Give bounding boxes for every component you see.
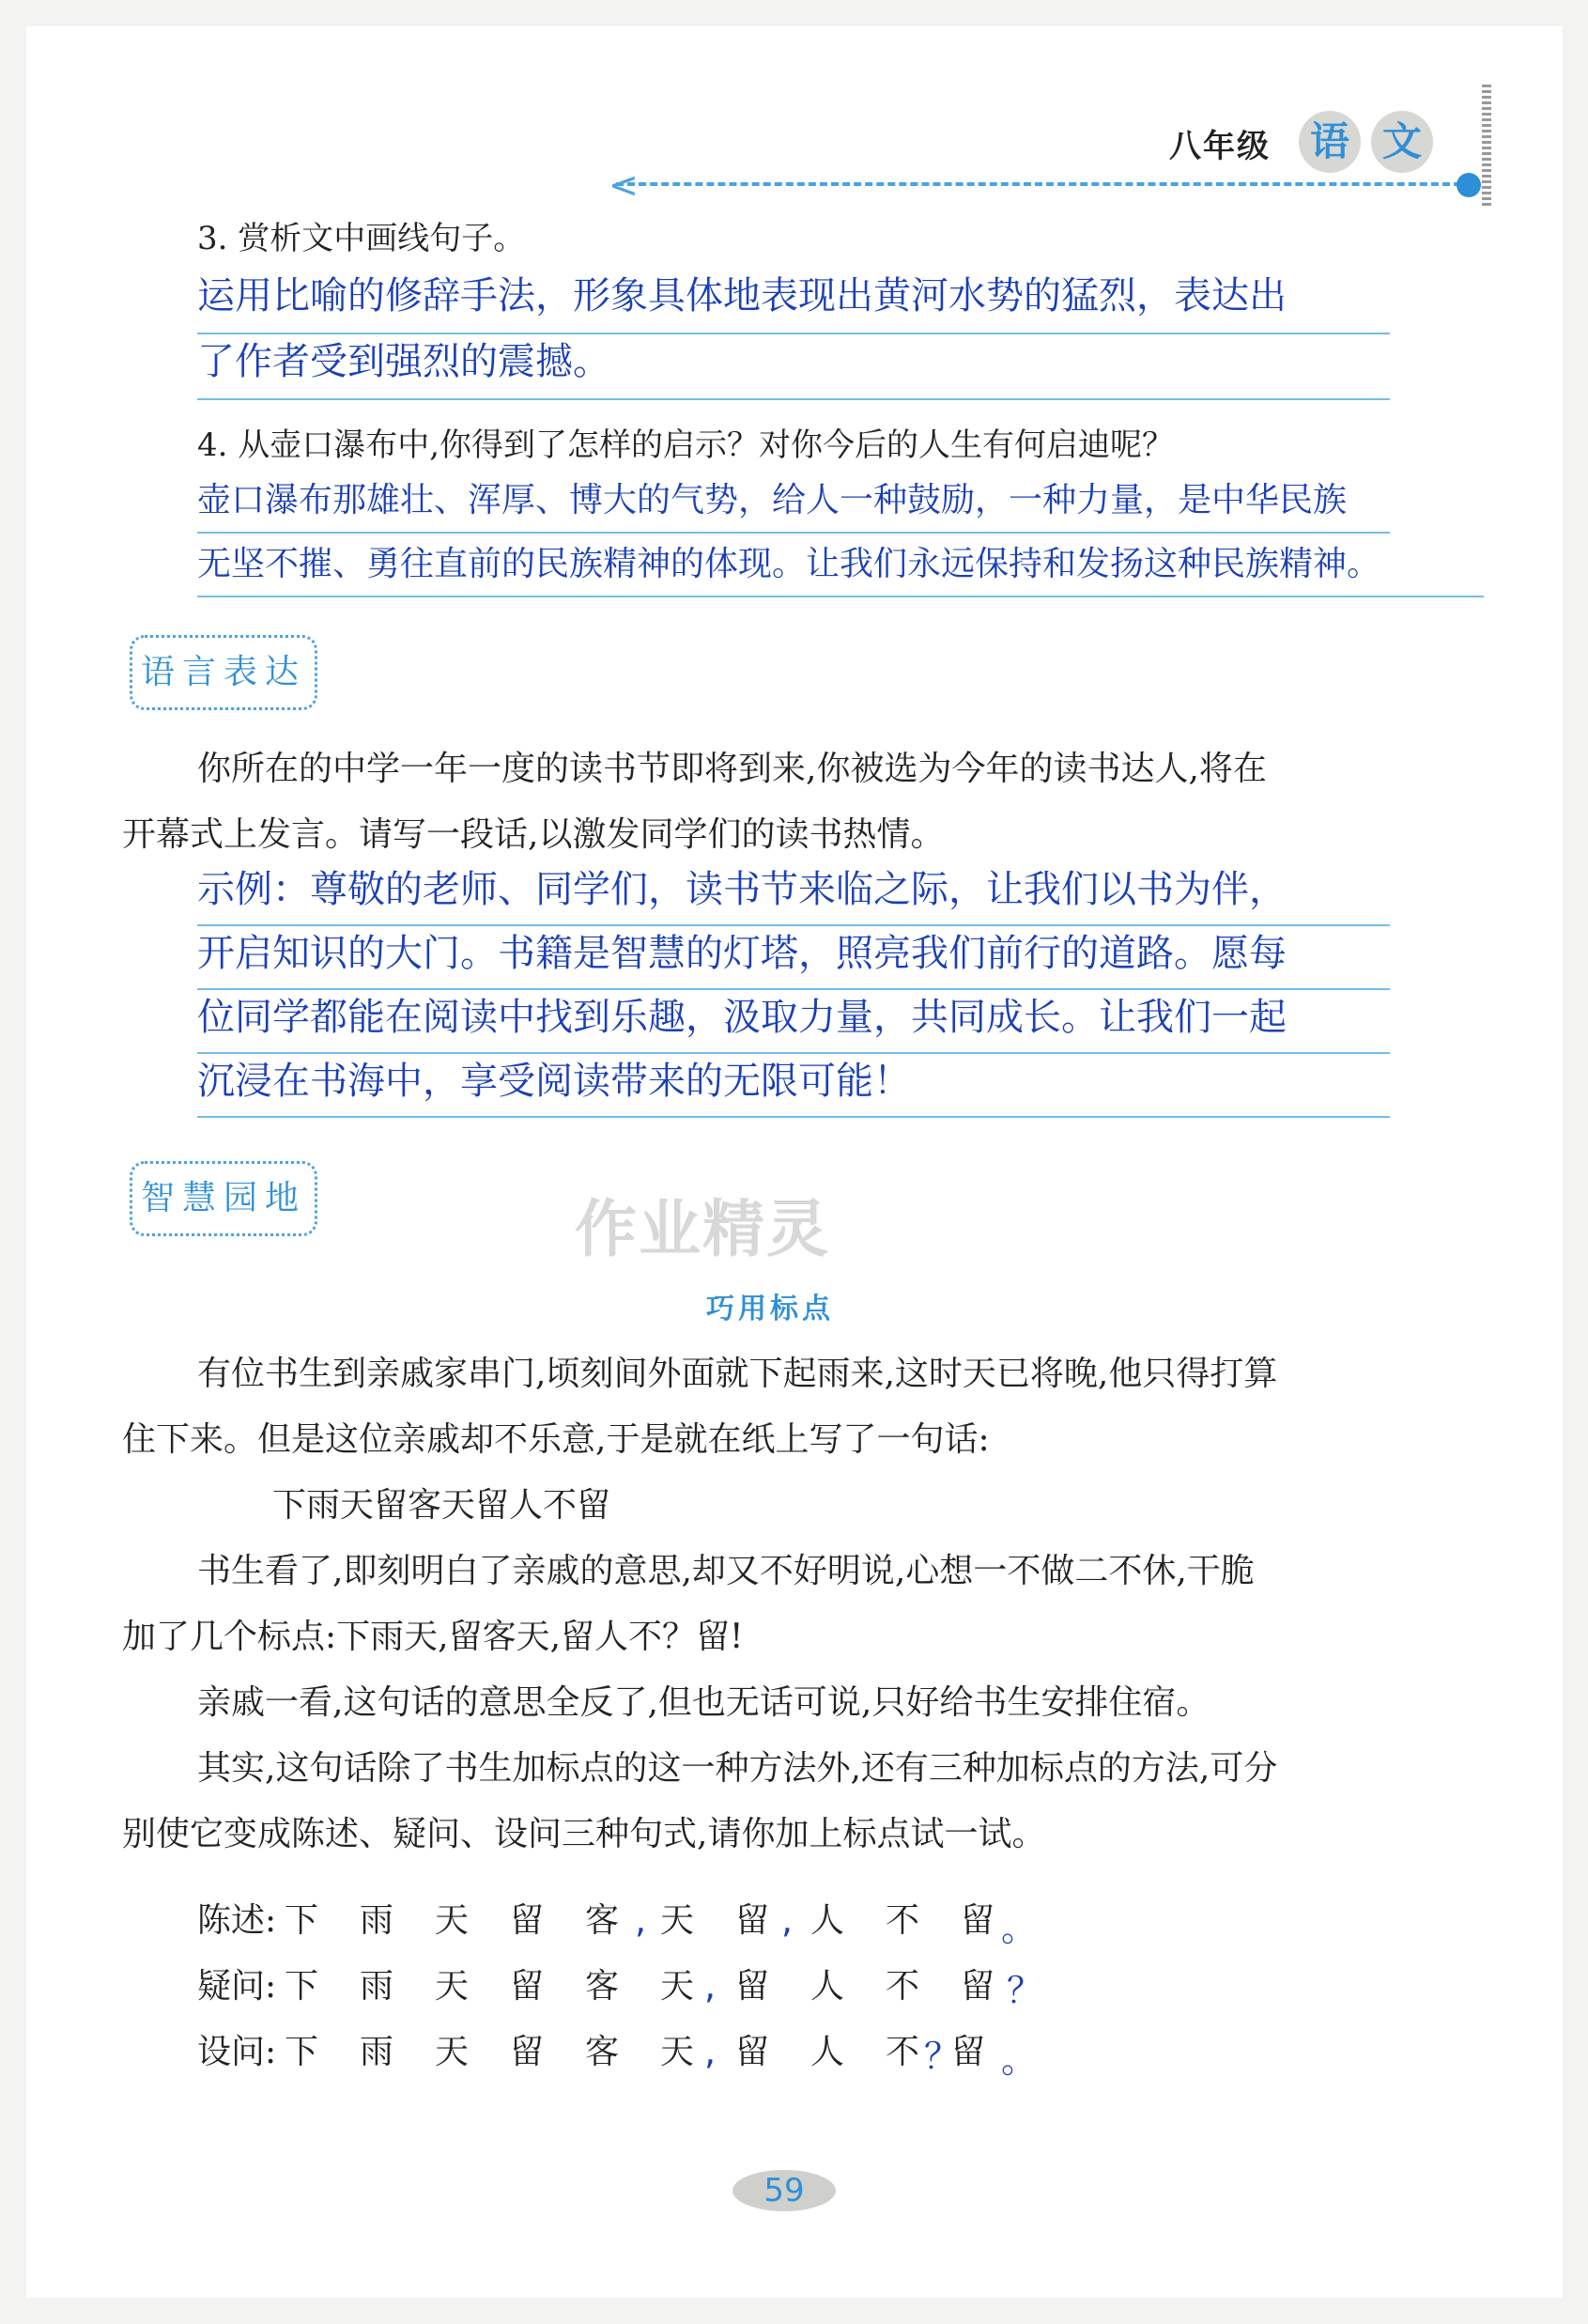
exercise-char: 雨: [359, 1901, 393, 1940]
exercise-char: 天: [434, 1901, 469, 1940]
question-4: 4. 从壶口瀑布中,你得到了怎样的启示？对你今后的人生有何启迪呢？: [197, 426, 1175, 464]
exercise-char: 留: [960, 1967, 994, 2006]
section-badge-label: 智慧园地: [140, 1179, 306, 1217]
story-line-4: 书生看了,即刻明白了亲戚的意思,却又不好明说,心想一不做二不休,干脆: [197, 1552, 1255, 1590]
exercise-label: 陈述:: [197, 1901, 277, 1940]
exercise-char: 雨: [359, 1967, 393, 2006]
exercise-char: 留: [734, 1967, 769, 2006]
exercise-char: 客: [584, 1901, 619, 1940]
prompt-line-1: 你所在的中学一年一度的读书节即将到来,你被选为今年的读书达人,将在: [197, 750, 1267, 788]
added-punctuation: 。: [1001, 1908, 1038, 1949]
question-3: 3. 赏析文中画线句子。: [197, 220, 526, 257]
exercise-char: 留: [734, 2033, 769, 2071]
answer-rule: [197, 924, 1390, 926]
example-answer-line-1: 示例：尊敬的老师、同学们，读书节来临之际，让我们以书为伴，: [197, 868, 1287, 911]
answer-rule: [197, 532, 1390, 534]
added-punctuation: ,: [781, 1899, 794, 1941]
story-line-1: 有位书生到亲戚家串门,顷刻间外面就下起雨来,这时天已将晚,他只得打算: [197, 1355, 1278, 1393]
exercise-char: 天: [659, 2033, 694, 2071]
added-punctuation: ,: [704, 2031, 717, 2072]
exercise-char: 人: [809, 1901, 844, 1940]
exercise-char: 下: [284, 1901, 318, 1940]
exercise-char: 天: [659, 1967, 694, 2006]
exercise-char: 人: [809, 1967, 844, 2006]
answer-rule: [197, 988, 1390, 990]
article-title: 巧用标点: [706, 1293, 834, 1325]
exercise-label: 疑问:: [197, 1967, 277, 2006]
exercise-char: 人: [809, 2033, 844, 2071]
exercise-char: 下: [284, 2033, 318, 2071]
example-answer-line-3: 位同学都能在阅读中找到乐趣，汲取力量，共同成长。让我们一起: [197, 996, 1287, 1039]
exercise-char: 留: [960, 1901, 994, 1940]
answer-rule: [197, 398, 1390, 400]
story-line-2: 住下来。但是这位亲戚却不乐意,于是就在纸上写了一句话:: [122, 1420, 990, 1459]
answer-rule: [197, 333, 1390, 334]
story-line-6: 亲戚一看,这句话的意思全反了,但也无话可说,只好给书生安排住宿。: [197, 1683, 1210, 1722]
q3-answer-line-1: 运用比喻的修辞手法，形象具体地表现出黄河水势的猛烈，表达出: [197, 274, 1287, 318]
exercise-char: 不: [885, 2033, 919, 2071]
subject-circle-1: [1299, 111, 1361, 173]
prompt-line-2: 开幕式上发言。请写一段话,以激发同学们的读书热情。: [122, 815, 945, 854]
story-line-5: 加了几个标点:下雨天,留客天,留人不？留!: [122, 1618, 744, 1656]
story-line-7: 其实,这句话除了书生加标点的这一种方法外,还有三种加标点的方法,可分: [197, 1749, 1278, 1788]
answer-rule: [197, 1052, 1390, 1054]
exercise-char: 留: [950, 2033, 985, 2071]
added-punctuation: 。: [1001, 2039, 1038, 2081]
exercise-label: 设问:: [197, 2033, 277, 2071]
grade-label: 八年级: [1169, 128, 1271, 165]
exercise-char: 天: [434, 1967, 469, 2006]
header-stripes: [1482, 85, 1491, 209]
exercise-char: 天: [659, 1901, 694, 1940]
added-punctuation: ,: [704, 1965, 717, 2006]
added-punctuation: ,: [635, 1899, 647, 1941]
exercise-char: 雨: [359, 2033, 393, 2071]
exercise-char: 客: [584, 1967, 619, 2006]
subject-circle-2: [1371, 111, 1433, 173]
answer-rule: [197, 596, 1484, 597]
exercise-char: 留: [509, 1901, 544, 1940]
exercise-char: 不: [885, 1901, 919, 1940]
section-badge-label: 语言表达: [140, 653, 306, 691]
exercise-char: 下: [284, 1967, 318, 2006]
exercise-char: 留: [734, 1901, 769, 1940]
exercise-char: 客: [584, 2033, 619, 2071]
q4-answer-line-1: 壶口瀑布那雄壮、浑厚、博大的气势，给人一种鼓励，一种力量，是中华民族: [197, 481, 1348, 519]
answer-rule: [197, 1116, 1390, 1118]
subject-char-2: 文: [1381, 118, 1422, 164]
watermark: 作业精灵: [575, 1193, 830, 1265]
exercise-char: 留: [509, 1967, 544, 2006]
story-line-8: 别使它变成陈述、疑问、设问三种句式,请你加上标点试一试。: [122, 1815, 1046, 1853]
added-punctuation: ？: [924, 2036, 961, 2077]
added-punctuation: ？: [1007, 1970, 1043, 2011]
exercise-char: 留: [509, 2033, 544, 2071]
exercise-char: 不: [885, 1967, 919, 2006]
story-sentence: 下雨天留客天留人不留: [272, 1486, 611, 1525]
header-dashed-line: [616, 182, 1461, 186]
subject-char-1: 语: [1309, 118, 1349, 164]
section-badge-language-expression: [130, 635, 317, 710]
example-answer-line-4: 沉浸在书海中，享受阅读带来的无限可能！: [197, 1060, 911, 1103]
arrow-left-icon: <: [609, 164, 639, 206]
page-number-badge: [732, 2170, 836, 2211]
page-number: 59: [763, 2172, 805, 2209]
section-badge-wisdom-garden: [130, 1161, 317, 1236]
q4-answer-line-2: 无坚不摧、勇往直前的民族精神的体现。让我们永远保持和发扬这种民族精神。: [197, 545, 1381, 583]
header-dot: [1457, 173, 1481, 197]
q3-answer-line-2: 了作者受到强烈的震撼。: [197, 340, 610, 383]
example-answer-line-2: 开启知识的大门。书籍是智慧的灯塔，照亮我们前行的道路。愿每: [197, 932, 1287, 975]
exercise-char: 天: [434, 2033, 469, 2071]
